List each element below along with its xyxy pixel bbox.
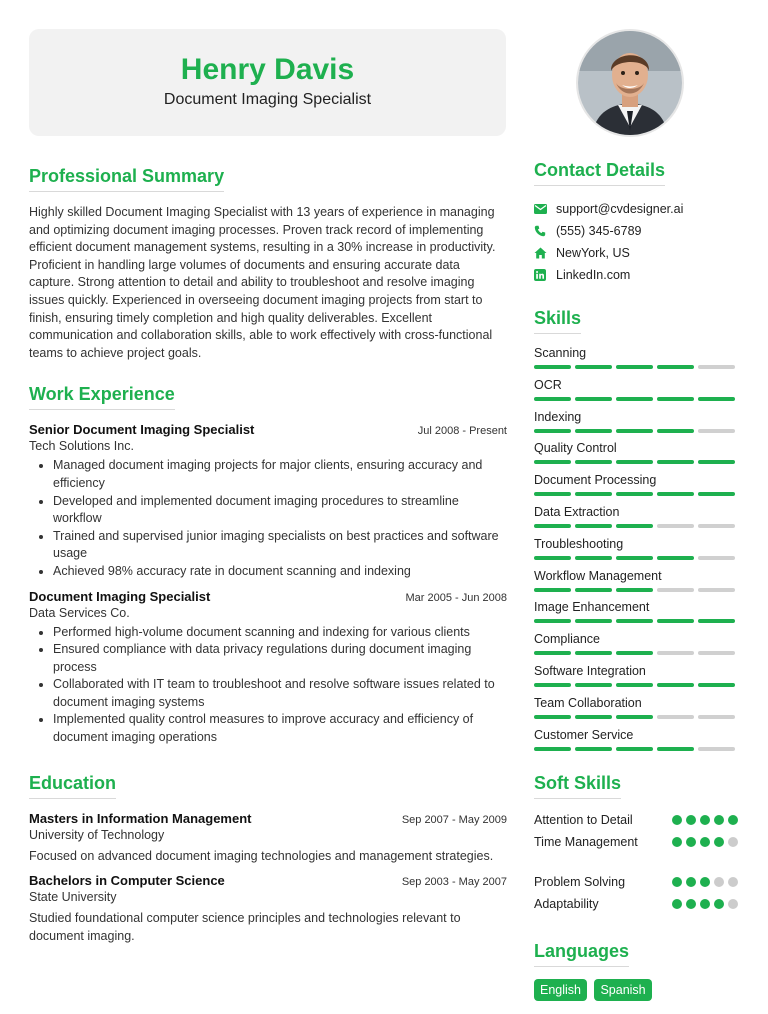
skill-level-segment xyxy=(575,651,612,655)
soft-skills-list xyxy=(534,809,738,915)
education-date: Sep 2007 - May 2009 xyxy=(401,813,507,826)
skill-level-segment xyxy=(616,619,653,623)
skill-level-segment xyxy=(575,588,612,592)
job-bullets xyxy=(29,624,507,747)
skill-level-bar xyxy=(534,619,738,623)
skill-level-segment xyxy=(575,715,612,719)
skill-label: Compliance xyxy=(534,632,601,647)
skill-label: Indexing xyxy=(534,409,582,424)
skill-level-segment xyxy=(698,556,735,560)
skill-level-segment xyxy=(534,651,571,655)
rating-dots xyxy=(672,899,738,909)
skill-level-segment xyxy=(616,651,653,655)
skill-level-segment xyxy=(657,524,694,528)
skill-label: Workflow Management xyxy=(534,568,662,583)
skill-level-segment xyxy=(575,492,612,496)
home-icon xyxy=(534,247,556,259)
skill-level-segment xyxy=(657,397,694,401)
skill-level-segment xyxy=(657,715,694,719)
rating-dot xyxy=(728,815,738,825)
skills-list xyxy=(534,344,738,757)
skill-label: Troubleshooting xyxy=(534,536,624,551)
skill-level-segment xyxy=(657,556,694,560)
skill-level-segment xyxy=(657,365,694,369)
skill-level-segment xyxy=(575,365,612,369)
job-entry xyxy=(29,589,507,747)
soft-skill-label: Attention to Detail xyxy=(534,813,633,828)
skill-level-segment xyxy=(575,429,612,433)
soft-skill-label: Adaptability xyxy=(534,897,599,912)
education-date: Sep 2003 - May 2007 xyxy=(401,876,507,889)
skill-level-bar xyxy=(534,429,738,433)
skill-level-segment xyxy=(616,365,653,369)
skill-level-segment xyxy=(616,588,653,592)
rating-dot xyxy=(714,815,724,825)
skill-row xyxy=(534,344,738,376)
soft-skill-row xyxy=(534,831,738,853)
skill-level-segment xyxy=(534,397,571,401)
skill-level-segment xyxy=(616,747,653,751)
skill-level-segment xyxy=(575,747,612,751)
skill-label: Scanning xyxy=(534,346,587,360)
skill-level-segment xyxy=(534,715,571,719)
rating-dot xyxy=(728,899,738,909)
skill-level-segment xyxy=(657,683,694,687)
soft-skill-row xyxy=(534,893,738,915)
rating-dot xyxy=(700,899,710,909)
job-company: Data Services Co. xyxy=(29,605,130,620)
skill-row xyxy=(534,662,738,694)
skill-level-segment xyxy=(534,683,571,687)
experience-heading: Work Experience xyxy=(29,384,175,410)
skill-level-bar xyxy=(534,588,738,592)
job-company: Tech Solutions Inc. xyxy=(29,439,134,454)
skill-row xyxy=(534,503,738,535)
skill-level-bar xyxy=(534,683,738,687)
skills-heading: Skills xyxy=(534,308,581,334)
job-date: Jul 2008 - Present xyxy=(417,425,507,438)
school-name: State University xyxy=(29,890,117,905)
skill-row xyxy=(534,376,738,408)
bullet-item: • Implemented quality control measures to improve accuracy and efficiency of document imaging operations xyxy=(53,711,507,746)
skill-level-segment xyxy=(616,492,653,496)
soft-skill-label: Time Management xyxy=(534,835,638,850)
contact-linkedin[interactable] xyxy=(534,264,738,286)
skill-level-segment xyxy=(575,556,612,560)
rating-dots xyxy=(672,877,738,887)
skill-level-segment xyxy=(534,619,571,623)
bullet-item: • Trained and supervised junior imaging specialists on best practices and software usage xyxy=(53,528,507,563)
skill-level-segment xyxy=(534,588,571,592)
skill-row xyxy=(534,726,738,758)
skill-level-segment xyxy=(698,715,735,719)
skill-level-bar xyxy=(534,397,738,401)
skill-level-segment xyxy=(698,524,735,528)
rating-dot xyxy=(672,899,682,909)
skill-level-segment xyxy=(534,524,571,528)
skill-level-segment xyxy=(534,429,571,433)
degree-title: Masters in Information Management xyxy=(29,810,252,826)
bullet-item: • Achieved 98% accuracy rate in document scanning and indexing xyxy=(53,563,507,581)
rating-dot xyxy=(714,899,724,909)
soft-skills-heading: Soft Skills xyxy=(534,773,621,799)
skill-label: Quality Control xyxy=(534,441,617,456)
rating-dots xyxy=(672,837,738,847)
skill-level-segment xyxy=(575,683,612,687)
education-description: Focused on advanced document imaging technologies and management strategies. xyxy=(29,848,494,863)
skill-level-segment xyxy=(534,556,571,560)
skill-level-segment xyxy=(657,747,694,751)
bullet-item: • Ensured compliance with data privacy regulations during document imaging process xyxy=(53,641,507,676)
skill-row xyxy=(534,630,738,662)
contact-phone-text: (555) 345-6789 xyxy=(556,224,642,238)
skill-level-bar xyxy=(534,492,738,496)
skill-level-segment xyxy=(698,683,735,687)
skill-row xyxy=(534,535,738,567)
contact-email[interactable] xyxy=(534,198,738,220)
rating-dots xyxy=(672,815,738,825)
candidate-name: Henry Davis xyxy=(180,53,355,86)
skill-row xyxy=(534,439,738,471)
education-heading: Education xyxy=(29,773,116,799)
languages-heading: Languages xyxy=(534,941,629,967)
skill-label: Customer Service xyxy=(534,727,634,742)
skill-label: Software Integration xyxy=(534,663,646,678)
rating-dot xyxy=(672,877,682,887)
education-entry xyxy=(29,873,507,945)
profile-photo xyxy=(576,29,684,137)
rating-dot xyxy=(700,837,710,847)
skill-level-segment xyxy=(657,429,694,433)
language-badge: Spanish xyxy=(594,979,651,1001)
skill-level-segment xyxy=(616,715,653,719)
skill-level-segment xyxy=(534,492,571,496)
skill-level-segment xyxy=(534,460,571,464)
skill-level-segment xyxy=(534,365,571,369)
skill-label: Data Extraction xyxy=(534,504,620,519)
skill-row xyxy=(534,408,738,440)
skill-level-bar xyxy=(534,460,738,464)
skill-level-segment xyxy=(575,619,612,623)
summary-heading: Professional Summary xyxy=(29,166,224,192)
skill-level-segment xyxy=(616,683,653,687)
job-title: Senior Document Imaging Specialist xyxy=(29,422,255,438)
candidate-title: Document Imaging Specialist xyxy=(163,91,372,108)
skill-level-segment xyxy=(575,397,612,401)
skill-level-bar xyxy=(534,747,738,751)
skill-level-segment xyxy=(698,460,735,464)
soft-skill-row xyxy=(534,809,738,831)
skill-label: OCR xyxy=(534,377,562,392)
rating-dot xyxy=(672,837,682,847)
bullet-item: • Performed high-volume document scanning and indexing for various clients xyxy=(53,624,507,642)
rating-dot xyxy=(728,877,738,887)
skill-level-segment xyxy=(698,747,735,751)
skill-level-segment xyxy=(657,460,694,464)
rating-dot xyxy=(686,899,696,909)
contact-location xyxy=(534,242,738,264)
skill-level-segment xyxy=(616,524,653,528)
skill-row xyxy=(534,694,738,726)
skill-level-segment xyxy=(657,619,694,623)
rating-dot xyxy=(686,837,696,847)
rating-dot xyxy=(700,815,710,825)
language-badge: English xyxy=(534,979,587,1001)
bullet-item: • Collaborated with IT team to troubleshoot and resolve software issues related to document imaging systems xyxy=(53,676,507,711)
soft-skill-row xyxy=(534,871,738,893)
rating-dot xyxy=(714,877,724,887)
rating-dot xyxy=(700,877,710,887)
skill-level-segment xyxy=(698,651,735,655)
summary-text: Highly skilled Document Imaging Specialist with 13 years of experience in managing and optimizing document imaging processes. Proven track record of implementing efficient document management systems, resulting in a 30% increase in productivity. Proficient in handling large volumes of documents and ensuring accurate data capture. Strong attention to detail and ability to troubleshoot and resolve imaging issues quickly. Experienced in overseeing document imaging projects from start to finish, ensuring timely completion and high quality deliverables. Excellent communication and collaboration skills, able to work effectively with cross-functional teams to achieve project goals. xyxy=(29,205,496,360)
skill-level-segment xyxy=(657,492,694,496)
rating-dot xyxy=(728,837,738,847)
skill-level-segment xyxy=(698,397,735,401)
rating-dot xyxy=(686,815,696,825)
skill-level-segment xyxy=(698,619,735,623)
skill-row xyxy=(534,471,738,503)
rating-dot xyxy=(686,877,696,887)
skill-level-segment xyxy=(698,429,735,433)
phone-icon xyxy=(534,225,556,237)
linkedin-icon xyxy=(534,269,556,281)
skill-level-segment xyxy=(698,588,735,592)
job-entry xyxy=(29,422,507,580)
header-card xyxy=(29,29,506,136)
skill-label: Team Collaboration xyxy=(534,695,642,710)
skill-level-segment xyxy=(657,651,694,655)
contact-phone[interactable] xyxy=(534,220,738,242)
skill-level-segment xyxy=(616,460,653,464)
skill-level-bar xyxy=(534,365,738,369)
skill-level-segment xyxy=(616,556,653,560)
contact-linkedin-text: LinkedIn.com xyxy=(556,268,631,282)
education-entry xyxy=(29,811,507,866)
skill-label: Document Processing xyxy=(534,473,657,488)
skill-level-bar xyxy=(534,556,738,560)
skill-level-segment xyxy=(616,429,653,433)
skill-level-segment xyxy=(698,492,735,496)
skill-level-bar xyxy=(534,524,738,528)
skill-level-segment xyxy=(616,397,653,401)
rating-dot xyxy=(672,815,682,825)
skill-row xyxy=(534,598,738,630)
languages-list xyxy=(534,979,738,1001)
job-date: Mar 2005 - Jun 2008 xyxy=(405,591,507,604)
education-description: Studied foundational computer science principles and technologies relevant to document imaging. xyxy=(29,911,461,943)
bullet-item: • Managed document imaging projects for major clients, ensuring accuracy and efficiency xyxy=(53,457,507,492)
degree-title: Bachelors in Computer Science xyxy=(29,873,225,889)
skill-level-bar xyxy=(534,651,738,655)
mail-icon xyxy=(534,204,556,214)
contact-email-text: support@cvdesigner.ai xyxy=(556,202,684,216)
job-bullets xyxy=(29,457,507,580)
skill-level-segment xyxy=(575,460,612,464)
skill-level-segment xyxy=(534,747,571,751)
skill-level-segment xyxy=(698,365,735,369)
skill-level-segment xyxy=(657,588,694,592)
school-name: University of Technology xyxy=(29,827,165,842)
job-title: Document Imaging Specialist xyxy=(29,588,211,604)
skill-label: Image Enhancement xyxy=(534,600,650,615)
soft-skill-label: Problem Solving xyxy=(534,875,626,890)
contact-location-text: NewYork, US xyxy=(556,246,630,260)
skill-level-bar xyxy=(534,715,738,719)
bullet-item: • Developed and implemented document imaging procedures to streamline workflow xyxy=(53,493,507,528)
avatar-image xyxy=(578,31,682,135)
rating-dot xyxy=(714,837,724,847)
contact-heading: Contact Details xyxy=(534,160,665,186)
skill-level-segment xyxy=(575,524,612,528)
skill-row xyxy=(534,567,738,599)
